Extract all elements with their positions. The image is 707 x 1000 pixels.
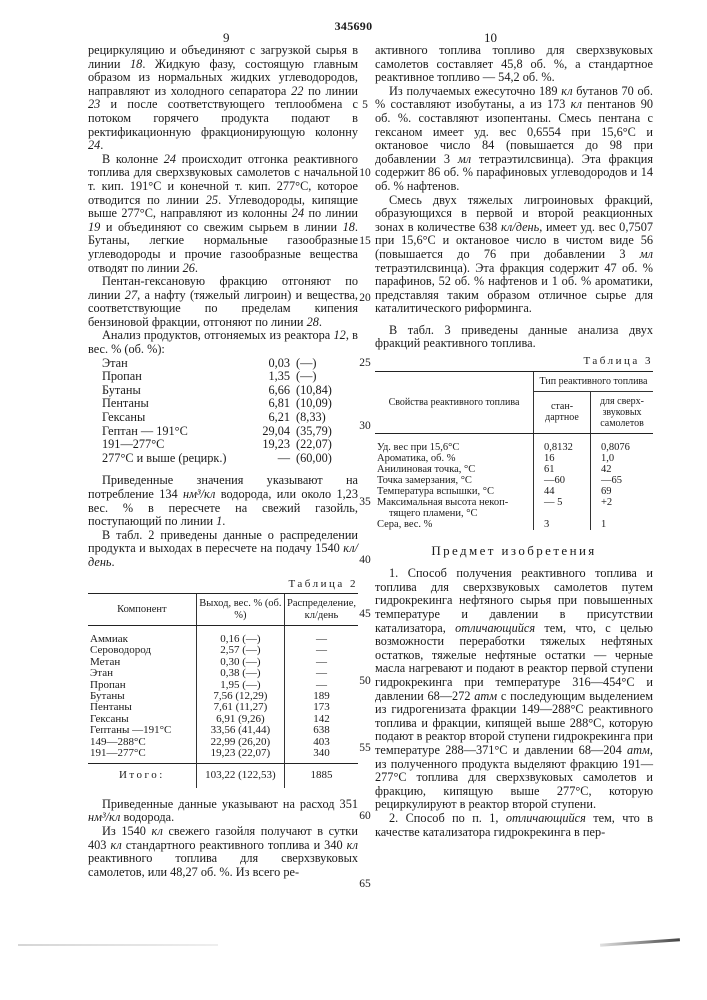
claim-1: 1. Способ получения реактивного топлива и топлива для сверхзвуковых самолетов путем гидрокрекинга нефтяного сырья при повышенных температуре и давлении в присутствии катализатора, отличающийся тем, что, с целью возможности переработки тяжелых нефтяных остатков, тяжелые нефтяные остатки — черные масла нагревают и подают в реактор первой ступени гидрокрекинга при температуре 316—454°С и давлении 68—272 атм с последующим выделением из гидрогенизата фракции 149—288°С реактивного топлива и фракции, кипящей выше 288°С, которую подают в реактор второй ступени гидрокрекинга при температуре 288—371°С и давлении 68—204 атм, из полученного продукта выделяют фракцию 191—277°С топлива для сверхзвуковых самолетов и фракцию, кипящую выше 277°С, которую рециркулируют в реактор второй ступени.	[375, 566, 653, 812]
table2-yield: 0,16 (—)	[196, 625, 284, 645]
line-number: 55	[359, 742, 371, 754]
analysis-row	[102, 357, 350, 371]
table2-caption: Таблица 2	[288, 577, 358, 590]
total-label: Итого:	[88, 764, 196, 788]
table2-yield: 1,95 (—)	[196, 680, 284, 691]
table2-component: Пентаны	[90, 701, 132, 714]
table2-distribution: —	[285, 645, 358, 656]
table2-distribution: 340	[285, 748, 358, 764]
table3-standard: 44	[534, 486, 591, 497]
table2-yield: 19,23 (22,07)	[196, 748, 284, 764]
table3-standard: 0,8132	[534, 433, 591, 453]
table3-supersonic: 42	[591, 464, 654, 475]
table3-header-property: Свойства реактивного топлива	[375, 371, 534, 433]
table2-yield: 6,91 (9,26)	[196, 714, 284, 725]
analysis-row	[102, 452, 350, 466]
table-row	[375, 486, 653, 497]
table2-yield: 7,56 (12,29)	[196, 691, 284, 702]
paragraph: Из 1540 кл свежего газойля получают в сутки 403 кл стандартного реактивного топлива и 340 кл реактивного топлива для сверхзвуковых самолетов, или 48,27 об. %. Из всего ре-	[88, 824, 358, 879]
paragraph: активного топлива топливо для сверхзвуковых самолетов составляет 45,8 об. %, а стандартное реактивное топливо — 54,2 об. %.	[375, 43, 653, 85]
table3-caption: Таблица 3	[583, 355, 653, 368]
table2-component: 191—277°С	[90, 747, 146, 760]
scan-artifact	[600, 938, 680, 947]
table2-header-yield: Выход, вес. % (об. %)	[196, 594, 284, 626]
analysis-component: Пентаны	[102, 396, 149, 411]
analysis-row	[102, 397, 350, 411]
patent-number: 345690	[334, 19, 373, 33]
left-column	[88, 44, 358, 879]
table2-distribution: —	[285, 668, 358, 679]
table2-yield: 0,30 (—)	[196, 657, 284, 668]
table2-yield: 2,57 (—)	[196, 645, 284, 656]
paragraph: Приведенные значения указывают на потребление 134 нм³/кл водорода, или около 1,23 вес. % в пересчете на свежий газойль, поступающий по линии 1.	[88, 473, 358, 529]
table3-property: Точка замерзания, °С	[377, 474, 472, 486]
analysis-component: Пропан	[102, 369, 142, 384]
table-row	[375, 475, 653, 486]
paragraph: Пентан-гексановую фракцию отгоняют по линии 27, а нафту (тяжелый лигроин) и вещества, соответствующие по пределам кипения бензиновой фракции, отгоняют по линии 28.	[88, 274, 358, 329]
table2-distribution: —	[285, 657, 358, 668]
analysis-weight: 6,21	[268, 410, 290, 425]
table3-property: Ароматика, об. %	[377, 452, 456, 464]
analysis-row	[102, 384, 350, 398]
table3-property: Анилиновая точка, °С	[377, 463, 476, 475]
line-number: 15	[359, 235, 371, 247]
table2-component: Гептаны —191°С	[90, 724, 172, 737]
analysis-volume: (—)	[296, 369, 317, 384]
table3-property: Сера, вес. %	[377, 518, 433, 530]
line-number: 25	[359, 357, 371, 369]
paragraph: Смесь двух тяжелых лигроиновых фракций, образующихся в первой и второй реакционных зонах в количестве 638 кл/день, имеет уд. вес 0,7507 при 15,6°С и октановое число в чистом виде 56 (повышается до 76 при добавлении 3 мл тетраэтилсвинца). Эта фракция содержит 47 об. % парафинов, 52 об. % нафтенов и 1 об. % ароматики, представляя таким образом отличное сырье для каталитического риформинга.	[375, 192, 653, 316]
analysis-weight: 19,23	[262, 437, 290, 452]
analysis-weight: 29,04	[262, 423, 290, 438]
line-number: 50	[359, 675, 371, 687]
line-number: 10	[359, 167, 371, 179]
table2-component: Гексаны	[90, 712, 129, 725]
analysis-volume: (—)	[296, 355, 317, 370]
claim-2: 2. Способ по п. 1, отличающийся тем, что в качестве катализатора гидрокрекинга в пер-	[375, 810, 653, 839]
table3-supersonic: —65	[591, 475, 654, 486]
table-row	[375, 519, 653, 530]
analysis-weight: 1,35	[268, 369, 290, 384]
table2-component: Пропан	[90, 678, 126, 691]
table2-header-component: Компонент	[88, 594, 196, 626]
table3-header-supersonic: для сверх-звуковых самолетов	[591, 391, 654, 433]
total-yield: 103,22 (122,53)	[196, 764, 284, 788]
analysis-volume: (10,09)	[296, 396, 332, 411]
analysis-weight: 6,81	[268, 396, 290, 411]
table3-standard: —60	[534, 475, 591, 486]
analysis-component: Этан	[102, 355, 128, 370]
table2	[88, 593, 358, 788]
analysis-list	[102, 357, 350, 466]
analysis-component: 277°С и выше (рецирк.)	[102, 450, 227, 465]
table3	[375, 371, 653, 530]
table2-distribution: 403	[285, 737, 358, 748]
table3-header-standard: стан-дартное	[534, 391, 591, 433]
paragraph: В табл. 3 приведены данные анализа двух фракций реактивного топлива.	[375, 322, 653, 351]
table-row	[88, 725, 358, 736]
paragraph: Приведенные данные указывают на расход 351 нм³/кл водорода.	[88, 796, 358, 825]
table3-supersonic: 0,8076	[591, 433, 654, 453]
analysis-volume: (10,84)	[296, 382, 332, 397]
analysis-weight: 0,03	[268, 355, 290, 370]
analysis-row	[102, 370, 350, 384]
total-distribution: 1885	[285, 764, 358, 788]
analysis-volume: (22,07)	[296, 437, 332, 452]
table3-standard: — 5	[534, 497, 591, 519]
line-number: 35	[359, 496, 371, 508]
table3-property: Максимальная высота некоп- тящего пламени, °С	[377, 496, 509, 519]
table2-distribution: 638	[285, 725, 358, 736]
table-row	[375, 497, 653, 519]
paragraph: Из получаемых ежесуточно 189 кл бутанов 70 об. % составляют изобутаны, а из 173 кл пентанов 90 об. %. составляют изопентаны. Смесь пентана с гексаном имеет уд. вес 0,6554 при 15,6°С и октановое число 84 (повышается до 98 при добавлении 3 мл тетраэтилсвинца). Эта фракция содержит 86 об. % парафиновых углеводородов и 14 об. % нафтенов.	[375, 83, 653, 193]
line-number: 45	[359, 608, 371, 620]
table2-distribution: 142	[285, 714, 358, 725]
analysis-component: 191—277°С	[102, 437, 165, 452]
table2-yield: 7,61 (11,27)	[196, 702, 284, 713]
line-number: 5	[362, 99, 368, 111]
paragraph: Анализ продуктов, отгоняемых из реактора 12, в вес. % (об. %):	[88, 328, 358, 357]
line-number: 40	[359, 554, 371, 566]
analysis-component: Бутаны	[102, 382, 141, 397]
table3-supersonic: 1	[591, 519, 654, 530]
table3-property: Уд. вес при 15,6°С	[377, 441, 460, 453]
table2-yield: 33,56 (41,44)	[196, 725, 284, 736]
scan-artifact	[18, 944, 218, 946]
table3-header-type: Тип реактивного топлива	[534, 371, 654, 391]
table2-component: 149—288°С	[90, 735, 146, 748]
table2-component: Метан	[90, 655, 121, 668]
analysis-row	[102, 438, 350, 452]
analysis-component: Гексаны	[102, 410, 146, 425]
right-page-number: 10	[484, 30, 497, 45]
line-number: 20	[359, 292, 371, 304]
table3-standard: 16	[534, 453, 591, 464]
table2-distribution: —	[285, 625, 358, 645]
section-title: Предмет изобретения	[431, 542, 597, 558]
analysis-component: Гептан — 191°С	[102, 423, 188, 438]
table3-supersonic: 69	[591, 486, 654, 497]
table-row	[375, 453, 653, 464]
table-row	[88, 748, 358, 764]
table3-supersonic: +2	[591, 497, 654, 519]
analysis-volume: (60,00)	[296, 450, 332, 465]
table2-yield: 0,38 (—)	[196, 668, 284, 679]
table3-property: Температура вспышки, °С	[377, 485, 494, 497]
analysis-row	[102, 425, 350, 439]
table3-supersonic: 1,0	[591, 453, 654, 464]
line-number: 60	[359, 810, 371, 822]
left-page-number: 9	[223, 30, 230, 45]
table2-yield: 22,99 (26,20)	[196, 737, 284, 748]
table2-distribution: —	[285, 680, 358, 691]
table-row	[375, 433, 653, 453]
table2-component: Этан	[90, 667, 113, 680]
right-column	[375, 44, 653, 839]
analysis-weight: —	[277, 450, 290, 465]
table3-standard: 61	[534, 464, 591, 475]
line-number: 65	[359, 878, 371, 890]
table2-total-row	[88, 764, 358, 788]
table-row	[88, 625, 358, 645]
table3-standard: 3	[534, 519, 591, 530]
table2-component: Сероводород	[90, 644, 152, 657]
line-number: 30	[359, 420, 371, 432]
table2-distribution: 173	[285, 702, 358, 713]
analysis-volume: (35,79)	[296, 423, 332, 438]
table2-component: Бутаны	[90, 690, 125, 702]
analysis-row	[102, 411, 350, 425]
table-row	[88, 668, 358, 679]
analysis-weight: 6,66	[268, 382, 290, 397]
paragraph: В колонне 24 происходит отгонка реактивного топлива для сверхзвуковых самолетов с начальной т. кип. 191°С и конечной т. кип. 277°С, которое отводится по линии 25. Углеводороды, кипящие выше 277°С, направляют из колонны 24 по линии 19 и объединяют со свежим сырьем в линии 18. Бутаны, легкие нормальные газообразные углеводороды и прочие газообразные вещества отводят по линии 26.	[88, 151, 359, 275]
analysis-volume: (8,33)	[296, 410, 326, 425]
paragraph: рециркуляцию и объединяют с загрузкой сырья в линии 18. Жидкую фазу, состоящую главным образом из нормальных жидких углеводородов, направляют из холодного сепаратора 22 по линии 23 и после соответствующего теплообмена с потоком горячего продукта подают в ректификационную фракционирующую колонну 24.	[88, 43, 358, 153]
paragraph: В табл. 2 приведены данные о распределении продукта и выходах в пересчете на подачу 1540 кл/день.	[88, 527, 358, 569]
table2-header-distribution: Распределение, кл/день	[285, 594, 358, 626]
table2-component: Аммиак	[90, 632, 128, 645]
table2-distribution: 189	[285, 691, 358, 702]
table-row	[375, 464, 653, 475]
